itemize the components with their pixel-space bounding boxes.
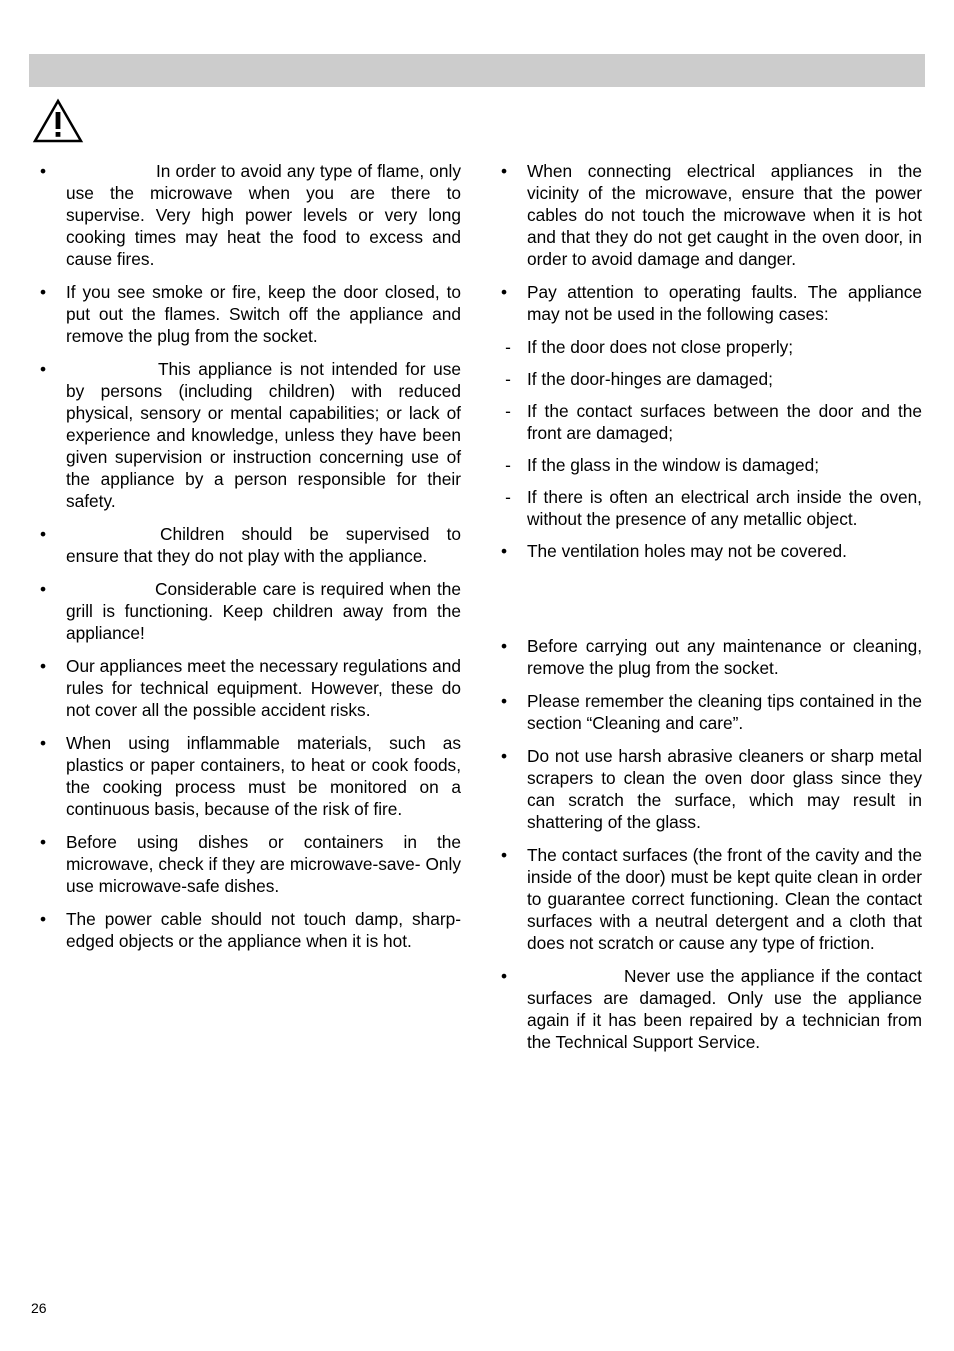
bullet-list-item — [36, 281, 461, 347]
dash-marker: - — [505, 369, 511, 389]
list-item-text: In order to avoid any type of flame, only use the microwave when you are there to supervise. Very high power levels or very long cooking times may heat the food to excess and cause fires. — [66, 161, 461, 269]
bullet-list-item — [497, 690, 922, 734]
list-item-text: Our appliances meet the necessary regulations and rules for technical equipment. However, these do not cover all the possible accident risks. — [66, 656, 461, 720]
dash-marker: - — [505, 487, 511, 507]
left-column — [36, 160, 461, 963]
bullet-marker: • — [500, 161, 508, 181]
list-item-text: Pay attention to operating faults. The appliance may not be used in the following cases: — [527, 282, 922, 324]
list-item-text: Considerable care is required when the grill is functioning. Keep children away from the appliance! — [66, 579, 461, 643]
right-column — [497, 160, 922, 1064]
list-item-text: This appliance is not intended for use by persons (including children) with reduced physical, sensory or mental capabilities; or lack of experience and knowledge, unless they have been given supervision or instruction concerning use of the appliance by a person responsible for their safety. — [66, 359, 461, 511]
bullet-list-item — [36, 732, 461, 820]
dash-marker: - — [505, 401, 511, 421]
list-item-text: If you see smoke or fire, keep the door closed, to put out the flames. Switch off the appliance and remove the plug from the socket. — [66, 282, 461, 346]
bullet-list-item — [497, 540, 922, 562]
list-item-text: Never use the appliance if the contact surfaces are damaged. Only use the appliance again if it has been repaired by a technician from the Technical Support Service. — [527, 966, 922, 1052]
dash-marker: - — [505, 455, 511, 475]
dash-list-item — [497, 454, 922, 476]
section-gap — [497, 573, 922, 635]
list-item-text: The power cable should not touch damp, sharp-edged objects or the appliance when it is hot. — [66, 909, 461, 951]
dash-list-item — [497, 486, 922, 530]
list-item-text: If the glass in the window is damaged; — [527, 455, 820, 475]
bullet-marker: • — [500, 746, 508, 766]
bullet-marker: • — [500, 966, 508, 986]
list-item-text: Please remember the cleaning tips contained in the section “Cleaning and care”. — [527, 691, 922, 733]
list-item-text: If the contact surfaces between the door and the front are damaged; — [527, 401, 922, 443]
list-item-text: If the door-hinges are damaged; — [527, 369, 773, 389]
list-item-text: Children should be supervised to ensure that they do not play with the appliance. — [66, 524, 461, 566]
bullet-list-item — [36, 523, 461, 567]
dash-list-item — [497, 400, 922, 444]
bullet-list-item — [36, 831, 461, 897]
bullet-list-item — [497, 160, 922, 270]
list-item-text: When using inflammable materials, such as plastics or paper containers, to heat or cook foods, the cooking process must be monitored on a continuous basis, because of the risk of fire. — [66, 733, 461, 819]
dash-list-item — [497, 368, 922, 390]
bullet-marker: • — [500, 636, 508, 656]
list-item-text: The ventilation holes may not be covered. — [527, 541, 847, 561]
bullet-marker: • — [39, 656, 47, 676]
right-column-bottom — [497, 635, 922, 1053]
bullet-list-item — [36, 655, 461, 721]
bullet-list-item — [497, 281, 922, 325]
list-item-text: Before carrying out any maintenance or cleaning, remove the plug from the socket. — [527, 636, 922, 678]
bullet-marker: • — [39, 161, 47, 181]
dash-marker: - — [505, 337, 511, 357]
page-number: 26 — [31, 1300, 47, 1316]
bullet-marker: • — [39, 832, 47, 852]
bullet-marker: • — [500, 282, 508, 302]
bullet-list-item — [497, 745, 922, 833]
bullet-marker: • — [39, 909, 47, 929]
bullet-list-item — [497, 844, 922, 954]
list-item-text: If the door does not close properly; — [527, 337, 794, 357]
bullet-list-item — [497, 635, 922, 679]
list-item-text: If there is often an electrical arch inside the oven, without the presence of any metallic object. — [527, 487, 922, 529]
bullet-marker: • — [500, 845, 508, 865]
bullet-marker: • — [500, 691, 508, 711]
list-item-text: Before using dishes or containers in the microwave, check if they are microwave-save- Only use microwave-safe dishes. — [66, 832, 461, 896]
bullet-marker: • — [39, 579, 47, 599]
section-header-bar — [29, 54, 925, 87]
bullet-marker: • — [39, 524, 47, 544]
bullet-list-item — [497, 965, 922, 1053]
warning-triangle-icon — [32, 98, 84, 144]
bullet-marker: • — [39, 733, 47, 753]
list-item-text: Do not use harsh abrasive cleaners or sharp metal scrapers to clean the oven door glass since they can scratch the surface, which may result in shattering of the glass. — [527, 746, 922, 832]
bullet-list-item — [36, 358, 461, 512]
bullet-marker: • — [39, 359, 47, 379]
list-item-text: When connecting electrical appliances in the vicinity of the microwave, ensure that the power cables do not touch the microwave when it is hot and that they do not get caught in the oven door, in order to avoid damage and danger. — [527, 161, 922, 269]
bullet-list-item — [36, 578, 461, 644]
right-column-top — [497, 160, 922, 562]
bullet-marker: • — [500, 541, 508, 561]
dash-list-item — [497, 336, 922, 358]
bullet-list-item — [36, 160, 461, 270]
bullet-list-item — [36, 908, 461, 952]
bullet-marker: • — [39, 282, 47, 302]
list-item-text: The contact surfaces (the front of the cavity and the inside of the door) must be kept quite clean in order to guarantee correct functioning. Clean the contact surfaces with a neutral detergent and a cloth that does not scratch or cause any type of friction. — [527, 845, 922, 953]
